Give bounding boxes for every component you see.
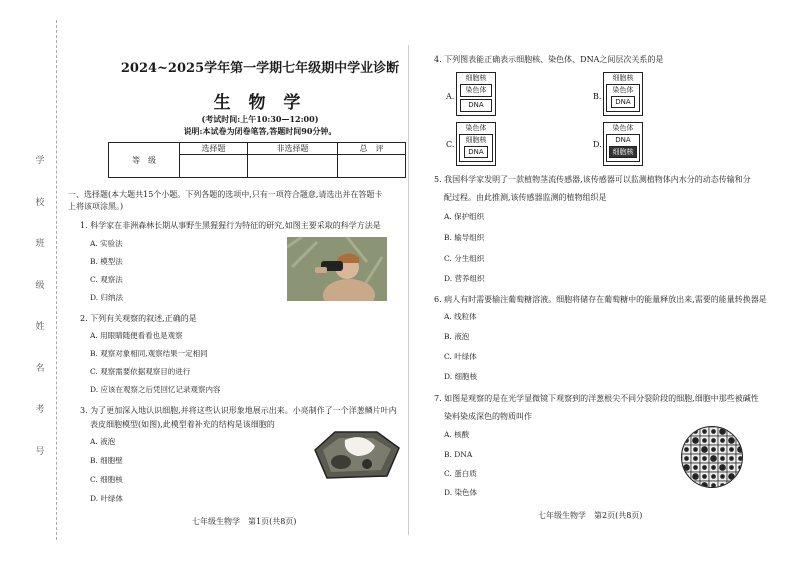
section-intro-2: 上将该项涂黑。) bbox=[68, 202, 124, 211]
q6-option[interactable]: A. 线粒体 bbox=[444, 312, 477, 321]
diagram-b-inner: DNA bbox=[615, 98, 631, 106]
diagram-d-inner: 细胞核 bbox=[612, 148, 634, 156]
binding-margin bbox=[28, 155, 50, 455]
score-row-label: 等 级 bbox=[109, 143, 180, 178]
q5-stem-2: 配过程。由此推测,该传感器监测的植物组织是 bbox=[444, 193, 607, 202]
binding-char: 号 bbox=[33, 445, 44, 455]
q4-diagram-d[interactable] bbox=[603, 122, 643, 166]
binding-char: 学 bbox=[33, 155, 44, 164]
q4-label-b[interactable]: B. bbox=[593, 92, 602, 101]
binding-char: 校 bbox=[33, 196, 44, 206]
q4-diagram-a[interactable] bbox=[456, 72, 496, 116]
q2-option[interactable]: B. 观察对象相同,观察结果一定相同 bbox=[90, 349, 208, 358]
diagram-a-outer: 细胞核 bbox=[465, 74, 487, 82]
q6-option[interactable]: D. 细胞核 bbox=[444, 372, 478, 381]
diagram-c-middle: 细胞核 bbox=[465, 136, 487, 144]
diagram-b-middle: 染色体 bbox=[612, 86, 634, 94]
score-table bbox=[108, 142, 406, 178]
score-cell[interactable] bbox=[180, 155, 248, 178]
exam-title: 2024~2025学年第一学期七年级期中学业诊断 bbox=[120, 61, 400, 76]
exam-time: (考试时间:上午10:30—12:00) bbox=[201, 114, 319, 124]
score-header: 非选择题 bbox=[248, 143, 338, 155]
q5-option[interactable]: C. 分生组织 bbox=[444, 254, 485, 263]
footer-page-2: 七年级生物学 第2页(共8页) bbox=[538, 511, 643, 520]
score-cell[interactable] bbox=[248, 155, 338, 178]
binding-line bbox=[56, 20, 57, 540]
q1-option[interactable]: D. 归纳法 bbox=[90, 293, 124, 302]
q1-option[interactable]: A. 实验法 bbox=[90, 239, 123, 248]
exam-notice: 说明:本试卷为闭卷笔答,答题时间90分钟。 bbox=[183, 126, 337, 136]
q7-option[interactable]: A. 核酸 bbox=[444, 430, 470, 439]
microscope-cells-image bbox=[680, 425, 744, 489]
q7-option[interactable]: C. 蛋白质 bbox=[444, 469, 477, 478]
q3-stem-2: 表皮细胞模型(如图),此模型着补充的结构是该细胞的 bbox=[90, 420, 275, 429]
cell-model-image bbox=[305, 422, 405, 484]
q1-stem: 1. 科学家在非洲森林长期从事野生黑猩猩行为特征的研究,如图主要采取的科学方法是 bbox=[80, 221, 381, 230]
score-header: 总 评 bbox=[337, 143, 405, 155]
q1-option[interactable]: C. 观察法 bbox=[90, 275, 123, 284]
q6-option[interactable]: B. 液泡 bbox=[444, 332, 470, 341]
q7-stem: 7. 如图是观察的是在光学显微镜下观察到的洋葱根尖不同分裂阶段的细胞,细胞中那些被碱性 bbox=[434, 394, 759, 403]
q4-stem: 4. 下列图表能正确表示细胞核、染色体、DNA之间层次关系的是 bbox=[434, 55, 664, 64]
binding-char: 班 bbox=[33, 238, 44, 248]
q5-stem: 5. 我国科学家发明了一款植物茎流传感器,该传感器可以监测植物体内水分的动态传输和分 bbox=[434, 175, 751, 184]
score-header: 选择题 bbox=[180, 143, 248, 155]
researcher-photo bbox=[287, 237, 387, 301]
diagram-c-inner: DNA bbox=[468, 148, 484, 156]
q5-option[interactable]: A. 保护组织 bbox=[444, 212, 485, 221]
q2-option[interactable]: C. 观察需要依据观察目的进行 bbox=[90, 367, 191, 376]
q7-option[interactable]: D. 染色体 bbox=[444, 488, 478, 497]
q5-option[interactable]: D. 营养组织 bbox=[444, 274, 485, 283]
q4-diagram-c[interactable] bbox=[456, 122, 496, 166]
q4-diagram-b[interactable] bbox=[603, 72, 643, 116]
score-cell[interactable] bbox=[337, 155, 405, 178]
q3-option[interactable]: A. 液泡 bbox=[90, 437, 116, 446]
q5-option[interactable]: B. 输导组织 bbox=[444, 233, 485, 242]
binding-char: 名 bbox=[33, 362, 44, 372]
q4-label-a[interactable]: A. bbox=[446, 92, 455, 101]
binding-char: 姓 bbox=[33, 321, 44, 331]
diagram-a-inner: DNA bbox=[468, 101, 484, 109]
q2-option[interactable]: A. 用眼睛随便看看也是观察 bbox=[90, 331, 183, 340]
diagram-d-middle: DNA bbox=[615, 136, 631, 144]
q3-option[interactable]: C. 细胞核 bbox=[90, 475, 123, 484]
section-intro-1: 一、选择题(本大题共15个小题。下列各题的选项中,只有一项符合题意,请选出并在答题卡 bbox=[68, 190, 383, 199]
q2-stem: 2. 下列有关观察的叙述,正确的是 bbox=[80, 314, 197, 323]
binding-char: 级 bbox=[33, 279, 44, 289]
footer-page-1: 七年级生物学 第1页(共8页) bbox=[192, 517, 297, 526]
diagram-b-outer: 细胞核 bbox=[612, 74, 634, 82]
q3-option[interactable]: D. 叶绿体 bbox=[90, 494, 124, 503]
diagram-c-outer: 染色体 bbox=[465, 124, 487, 132]
q6-stem: 6. 病人有时需要输注葡萄糖溶液。细胞将储存在葡萄糖中的能量释放出来,需要的能量转换器是 bbox=[434, 295, 767, 304]
q7-option[interactable]: B. DNA bbox=[444, 450, 473, 459]
diagram-a-middle: 染色体 bbox=[465, 86, 487, 94]
q3-option[interactable]: B. 细胞壁 bbox=[90, 456, 123, 465]
q6-option[interactable]: C. 叶绿体 bbox=[444, 352, 477, 361]
binding-char: 考 bbox=[33, 404, 44, 414]
subject-title: 生 物 学 bbox=[213, 93, 307, 113]
q1-option[interactable]: B. 模型法 bbox=[90, 257, 123, 266]
q2-option[interactable]: D. 应该在观察之后凭回忆记录观察内容 bbox=[90, 385, 221, 394]
q7-stem-2: 染料染成深色的物质叫作 bbox=[444, 412, 532, 421]
q4-label-c[interactable]: C. bbox=[446, 140, 455, 149]
q3-stem: 3. 为了更加深入地认识细胞,并将这些认识形象地展示出来。小亮制作了一个洋葱鳞片叶内 bbox=[80, 406, 397, 415]
diagram-d-outer: 染色体 bbox=[612, 124, 634, 132]
q4-label-d[interactable]: D. bbox=[593, 140, 602, 149]
page-divider bbox=[408, 45, 409, 535]
